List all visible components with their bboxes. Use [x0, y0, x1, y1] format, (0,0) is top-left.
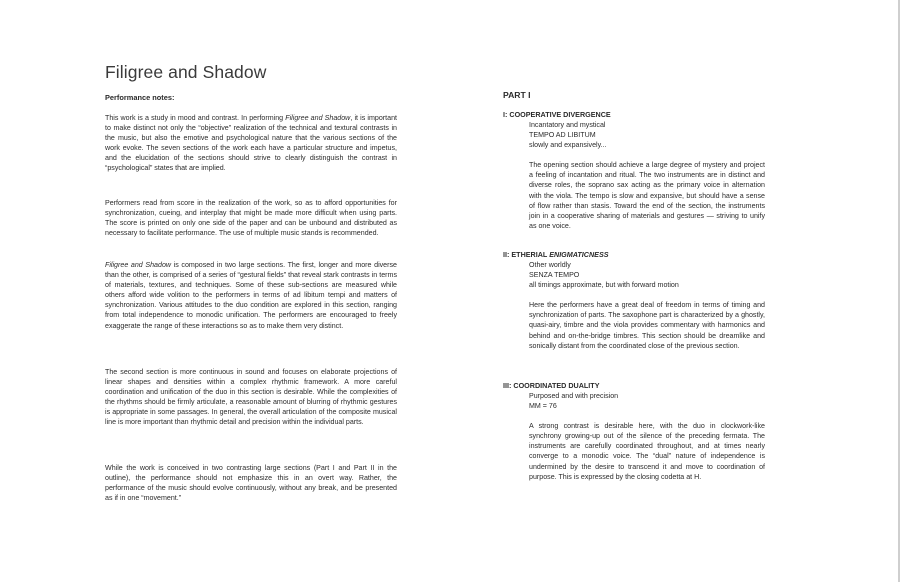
section-2-line-3: all timings approximate, but with forward motion	[529, 281, 679, 290]
section-1-line-2: TEMPO AD LIBITUM	[529, 131, 596, 140]
section-3-body: A strong contrast is desirable here, with the duo in clockwork-like synchrony growing-up out of the silence of the preceding fermata. The instruments are carefully coordinated throughout, and at times nearly converge to a monodic voice. The “dual” nature of independence is undermined by the desire to transcend it and move to coordination of purpose. This is expressed by the closing codetta at H.	[529, 422, 765, 481]
paragraph-5: While the work is conceived in two contrasting large sections (Part I and Part II in the outline), the performance should not emphasize this in an overt way. Rather, the performance of the music should evolve continuously, without any break, and be presented as if in one “movement.”	[105, 464, 397, 503]
section-3-title-text: III: COORDINATED DUALITY	[503, 381, 600, 390]
paragraph-1-text-b: , it is important to make distinct not only the “objective” realization of the technical and textural contrasts in the music, but also the emotive and psychological nature that the various sections of the work evoke. The seven sections of the work each have a particular structure and impetus, and the elucidation of the sections should strive to clearly distinguish the contrast in “psychological” states that are implied.	[105, 114, 397, 173]
section-1-line-3: slowly and expansively...	[529, 141, 607, 150]
section-1-title	[503, 110, 765, 120]
paragraph-3-text: is composed in two large sections. The first, longer and more diverse than the other, is comprised of a series of “gestural fields” that reveal stark contrasts in terms of materials, textures, and techniques. Some of these sub-sections are measured while others afford wide volition to the performers in terms of ad libitum tempi and matters of synchronization. Various attitudes to the duo condition are explored in this section, ranging from total independence to monodic unification. The performers are encouraged to freely exaggerate the range of these interactions so as to make them very distinct.	[105, 261, 397, 330]
section-2-title	[503, 250, 765, 260]
paragraph-1-text-a: This work is a study in mood and contrast. In performing	[105, 114, 286, 122]
paragraph-3-italic-title: Filigree and Shadow	[105, 261, 172, 269]
section-2-title-text: II: ETHERIAL	[503, 250, 550, 259]
paragraph-4: The second section is more continuous in sound and focuses on elaborate projections of linear shapes and densities within a complex rhythmic framework. A more careful coordination and unification of the duo in this section is desirable. While the complexities of the rhythms should be firmly articulate, a reasonable amount of blurring of rhythmic gestures is appropriate in some passages. In general, the overall articulation of the composite musical line is more important than rhythmic detail and precision within the individual parts.	[105, 368, 397, 427]
performance-notes-label: Performance notes:	[105, 93, 175, 102]
section-2	[503, 250, 765, 351]
section-2-line-2: SENZA TEMPO	[529, 271, 580, 280]
section-2-body: Here the performers have a great deal of freedom in terms of timing and synchronization of parts. The saxophone part is characterized by a ghostly, quasi-airy, timbre and the viola provides commentary with harmonics and behind and on-the-bridge timbres. This section should be dreamlike and sonically distant from the coordinated close of the previous section.	[529, 301, 765, 350]
section-1	[503, 110, 765, 231]
paragraph-1	[105, 113, 397, 174]
section-3-line-2: MM = 76	[529, 402, 557, 411]
section-3-title	[503, 381, 765, 391]
section-2-title-italic: ENIGMATICNESS	[549, 250, 609, 259]
section-1-body: The opening section should achieve a large degree of mystery and project a feeling of incantation and ritual. The two instruments are in distinct and diverse roles, the soprano sax acting as the primary voice in alternation with the viola. The tempo is slow and expansive, but should have a sense of flow rather than stasis. Toward the end of the section, the instruments join in a cooperative sharing of materials and gestures — striving to unify as one voice.	[529, 161, 765, 230]
part-heading: PART I	[503, 90, 531, 100]
paragraph-2: Performers read from score in the realization of the work, so as to afford opportunities for synchronization, cueing, and interplay that might be made more difficult when using parts. The score is printed on only one side of the paper and can be unbound and distributed as necessary to facilitate performance. The use of multiple music stands is recommended.	[105, 199, 397, 238]
section-2-line-1: Other worldly	[529, 261, 571, 269]
section-3-line-1: Purposed and with precision	[529, 392, 619, 400]
paragraph-1-italic-title: Filigree and Shadow	[285, 114, 351, 122]
section-1-title-text: I: COOPERATIVE DIVERGENCE	[503, 110, 611, 119]
section-3	[503, 381, 765, 482]
paragraph-3	[105, 260, 397, 331]
page-title: Filigree and Shadow	[105, 62, 267, 82]
section-1-line-1: Incantatory and mystical	[529, 121, 606, 129]
